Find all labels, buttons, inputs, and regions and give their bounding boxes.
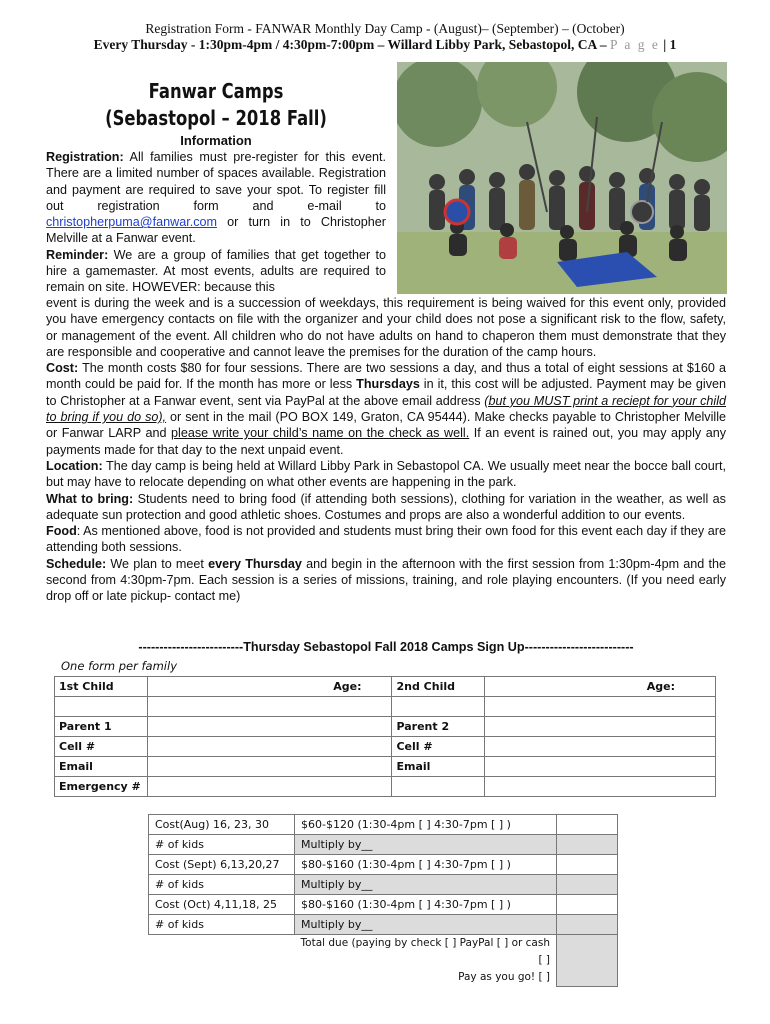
schedule-every-thursday: every Thursday [208, 556, 302, 571]
food-text: : As mentioned above, food is not provided and students must bring their own food for this event each day if they are attending both sessions. [46, 524, 726, 555]
location-label: Location: [46, 458, 103, 473]
cost-label: Cost: [46, 361, 79, 376]
cell-1-label: Cell # [55, 737, 148, 757]
food-label: Food [46, 524, 77, 539]
first-child-label: 1st Child [55, 677, 148, 697]
parent-1-field[interactable] [147, 717, 392, 737]
email-2-field[interactable] [485, 757, 716, 777]
table-row [149, 835, 618, 855]
schedule-label: Schedule: [46, 556, 107, 571]
header-schedule: Every Thursday - 1:30pm-4pm / 4:30pm-7:00pm – Willard Libby Park, Sebastopol, CA – [93, 37, 611, 52]
cost-row-label: Cost (Sept) 6,13,20,27 [149, 855, 295, 875]
email-1-label: Email [55, 757, 148, 777]
group-photo [397, 62, 727, 294]
signup-heading: -------------------------Thursday Sebastopol Fall 2018 Camps Sign Up-------------------------- [138, 640, 634, 654]
family-info-table [54, 676, 716, 797]
table-row [149, 915, 618, 935]
table-row [149, 935, 618, 987]
body-section [46, 295, 726, 605]
table-row [149, 855, 618, 875]
cost-text-4: If an event is rained out, you may apply any payments made for that day to the next unpaid event. [46, 426, 726, 457]
page-word: P a g e [610, 37, 660, 52]
location-text: The day camp is being held at Willard Libby Park in Sebastopol CA. We usually meet near the bocce ball court, but may have to relocate depending on what other events are happening in the park. [46, 458, 726, 490]
reminder-text-a: We are a group of families that get together to hire a gamemaster. At most events, adults are required to remain on site. HOWEVER: because this [46, 247, 386, 295]
table-row [149, 895, 618, 915]
cost-text-2: in it, this cost will be adjusted. Payment may be given to Christopher at a Fanwar event, sent via PayPal at the above email address [46, 377, 726, 408]
cost-row-value: Multiply by__ [295, 875, 557, 895]
cost-row-amount[interactable] [557, 855, 618, 875]
cost-row-label: # of kids [149, 835, 295, 855]
schedule-text-2: and begin in the afternoon with the first session from 1:30pm-4pm and the second from 4:30pm-7pm. Each session is a series of missions, training, and role playing encounters. (If you need early drop off or late pickup- contact me) [46, 556, 726, 604]
registration-text: All families must pre-register for this event. There are a limited number of spaces available. Registration and payment are required to save your spot. To register fill out registration form and e-mail to [46, 150, 386, 213]
blank-cell[interactable] [485, 777, 716, 797]
cost-row-label: # of kids [149, 875, 295, 895]
parent-1-label: Parent 1 [55, 717, 148, 737]
cost-text-3: or sent in the mail (PO BOX 149, Graton, CA 95444). Make checks payable to Christopher Melville or Fanwar LARP and [46, 410, 726, 441]
cost-receipt-note: (but you MUST print a reciept for your child to bring if you do so), [46, 393, 727, 425]
parent-2-field[interactable] [485, 717, 716, 737]
blank-cell[interactable] [392, 697, 485, 717]
cell-1-field[interactable] [147, 737, 392, 757]
cost-row-amount[interactable] [557, 895, 618, 915]
cost-row-label: # of kids [149, 915, 295, 935]
bring-label: What to bring: [46, 491, 134, 506]
page-subtitle: (Sebastopol – 2018 Fall) [105, 106, 327, 130]
one-form-note: One form per family [61, 659, 177, 673]
cost-row-value: $60-$120 (1:30-4pm [ ] 4:30-7pm [ ] ) [295, 815, 557, 835]
cost-row-value: Multiply by__ [295, 835, 557, 855]
reminder-label: Reminder: [46, 247, 109, 262]
cost-row-label: Cost(Aug) 16, 23, 30 [149, 815, 295, 835]
cost-row-amount[interactable] [557, 875, 618, 895]
email-2-label: Email [392, 757, 485, 777]
blank-cell[interactable] [147, 697, 392, 717]
cost-row-label: Cost (Oct) 4,11,18, 25 [149, 895, 295, 915]
cost-row-value: Multiply by__ [295, 915, 557, 935]
schedule-text-1: We plan to meet [106, 556, 209, 571]
totals-text [295, 935, 557, 987]
cost-check-note: please write your child’s name on the check as well. [171, 426, 470, 441]
registration-email-link[interactable]: christopherpuma@fanwar.com [46, 215, 217, 230]
header-line-1: Registration Form - FANWAR Monthly Day Camp - (August)– (September) – (October) [145, 21, 625, 36]
table-row [149, 815, 618, 835]
registration-text-2: or turn in to Christopher Melville at a Fanwar event. [46, 215, 386, 246]
page-number: | 1 [659, 37, 677, 52]
cost-row-amount[interactable] [557, 915, 618, 935]
second-child-age-label: Age: [485, 677, 716, 697]
cost-row-value: $80-$160 (1:30-4pm [ ] 4:30-7pm [ ] ) [295, 855, 557, 875]
cost-row-amount[interactable] [557, 835, 618, 855]
bring-text: Students need to bring food (if attending both sessions), clothing for variation in the weather, as well as adequate sun protection and good athletic shoes. Costumes and props are also a wonderful addition to our events. [46, 491, 726, 522]
cost-text-1: The month costs $80 for four sessions. There are two sessions a day, and thus a total of eight sessions at $160 a month could be paid for. If the month has more or less [46, 361, 726, 392]
total-due-label: Total due (paying by check [ ] PayPal [ ] or cash [ ] [300, 937, 550, 966]
group-photo-illustration [397, 62, 727, 294]
cost-table [148, 814, 618, 987]
cost-row-amount[interactable] [557, 815, 618, 835]
cost-row-value: $80-$160 (1:30-4pm [ ] 4:30-7pm [ ] ) [295, 895, 557, 915]
second-child-label: 2nd Child [392, 677, 485, 697]
first-child-age-label: Age: [147, 677, 392, 697]
cost-thursdays: Thursdays [356, 377, 420, 392]
table-row [55, 717, 716, 737]
blank-cell [149, 935, 295, 987]
total-amount-field[interactable] [557, 935, 618, 987]
cell-2-label: Cell # [392, 737, 485, 757]
table-row [55, 757, 716, 777]
blank-cell[interactable] [485, 697, 716, 717]
email-1-field[interactable] [147, 757, 392, 777]
reminder-text-b: event is during the week and is a succession of weekdays, this requirement is being waived for this event only, provided you have emergency contacts on file with the organizer and your child does not pose a significant risk to the flow, safety, or management of the event. All children who do not have adults on hand to chaperon them must demonstrate that they are responsible and cooperative and cannot leave the premises for the duration of the camp hours. [46, 296, 726, 359]
blank-cell[interactable] [392, 777, 485, 797]
table-row [149, 875, 618, 895]
parent-2-label: Parent 2 [392, 717, 485, 737]
table-row [55, 777, 716, 797]
emergency-field[interactable] [147, 777, 392, 797]
registration-label: Registration: [46, 150, 124, 164]
information-heading: Information [180, 133, 252, 148]
pay-as-you-go-label: Pay as you go! [ ] [458, 971, 550, 983]
emergency-label: Emergency # [55, 777, 148, 797]
table-row [55, 697, 716, 717]
table-row [55, 677, 716, 697]
header-line-2 [0, 37, 770, 53]
table-row [55, 737, 716, 757]
registration-section [46, 149, 386, 296]
page-title: Fanwar Camps [148, 79, 284, 103]
cell-2-field[interactable] [485, 737, 716, 757]
blank-cell[interactable] [55, 697, 148, 717]
